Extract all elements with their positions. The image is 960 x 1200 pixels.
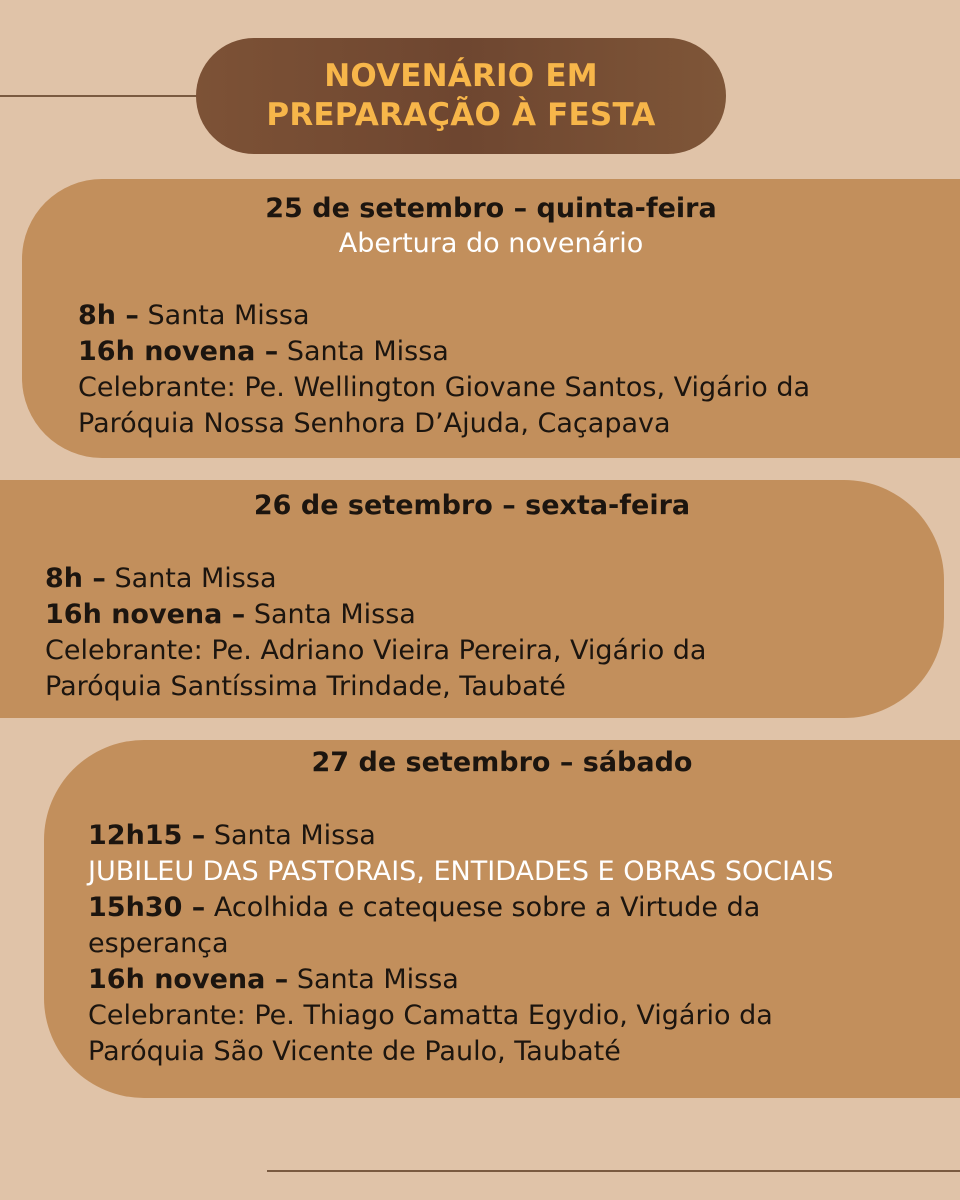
schedule-text: Celebrante: Pe. Wellington Giovane Santos, Vigário da — [78, 372, 811, 403]
celebrant-line — [78, 406, 810, 442]
schedule-time: 15h30 – — [88, 892, 206, 923]
schedule-lines — [45, 561, 706, 705]
schedule-time: 8h – — [45, 563, 106, 594]
schedule-text: Paróquia Santíssima Trindade, Taubaté — [45, 671, 566, 702]
schedule-line-continuation — [88, 926, 834, 962]
schedule-text: Paróquia Nossa Senhora D’Ajuda, Caçapava — [78, 408, 671, 439]
schedule-text: Celebrante: Pe. Thiago Camatta Egydio, Vigário da — [88, 1000, 773, 1031]
schedule-time: 16h novena – — [78, 336, 279, 367]
schedule-text: Paróquia São Vicente de Paulo, Taubaté — [88, 1036, 621, 1067]
schedule-text: Santa Missa — [138, 300, 310, 331]
schedule-time: 16h novena – — [88, 964, 289, 995]
schedule-line — [88, 890, 834, 926]
celebrant-line — [78, 370, 810, 406]
celebrant-line — [45, 633, 706, 669]
top-divider-line — [0, 95, 210, 97]
schedule-time: 8h – — [78, 300, 139, 331]
schedule-line — [78, 298, 810, 334]
day-card-25-setembro — [22, 179, 960, 458]
bottom-divider-line — [267, 1170, 960, 1172]
day-card-26-setembro — [0, 480, 944, 718]
schedule-text: Santa Missa — [105, 563, 277, 594]
schedule-line — [88, 962, 834, 998]
day-date: 27 de setembro – sábado — [311, 747, 693, 778]
schedule-text: JUBILEU DAS PASTORAIS, ENTIDADES E OBRAS SOCIAIS — [88, 856, 834, 887]
day-subtitle: Abertura do novenário — [338, 228, 644, 259]
schedule-time: 16h novena – — [45, 599, 246, 630]
schedule-line — [78, 334, 810, 370]
schedule-lines — [88, 818, 834, 1070]
day-card-27-setembro — [44, 740, 960, 1098]
schedule-time: 12h15 – — [88, 820, 206, 851]
schedule-text: Celebrante: Pe. Adriano Vieira Pereira, Vigário da — [45, 635, 707, 666]
schedule-text: Santa Missa — [245, 599, 416, 630]
celebrant-line — [45, 669, 706, 705]
schedule-lines — [78, 298, 810, 442]
schedule-text: Santa Missa — [278, 336, 449, 367]
title-line-2: PREPARAÇÃO À FESTA — [266, 97, 656, 133]
schedule-text: Santa Missa — [205, 820, 376, 851]
schedule-line — [88, 818, 834, 854]
title-banner — [196, 38, 726, 154]
schedule-line — [45, 597, 706, 633]
schedule-text: Acolhida e catequese sobre a Virtude da — [205, 892, 761, 923]
schedule-text: esperança — [88, 928, 229, 959]
title-line-1: NOVENÁRIO EM — [324, 58, 598, 94]
celebrant-line — [88, 998, 834, 1034]
celebrant-line — [88, 1034, 834, 1070]
day-date: 26 de setembro – sexta-feira — [253, 490, 691, 521]
schedule-line — [45, 561, 706, 597]
day-date: 25 de setembro – quinta-feira — [265, 193, 717, 224]
schedule-text: Santa Missa — [288, 964, 459, 995]
jubilee-line — [88, 854, 834, 890]
